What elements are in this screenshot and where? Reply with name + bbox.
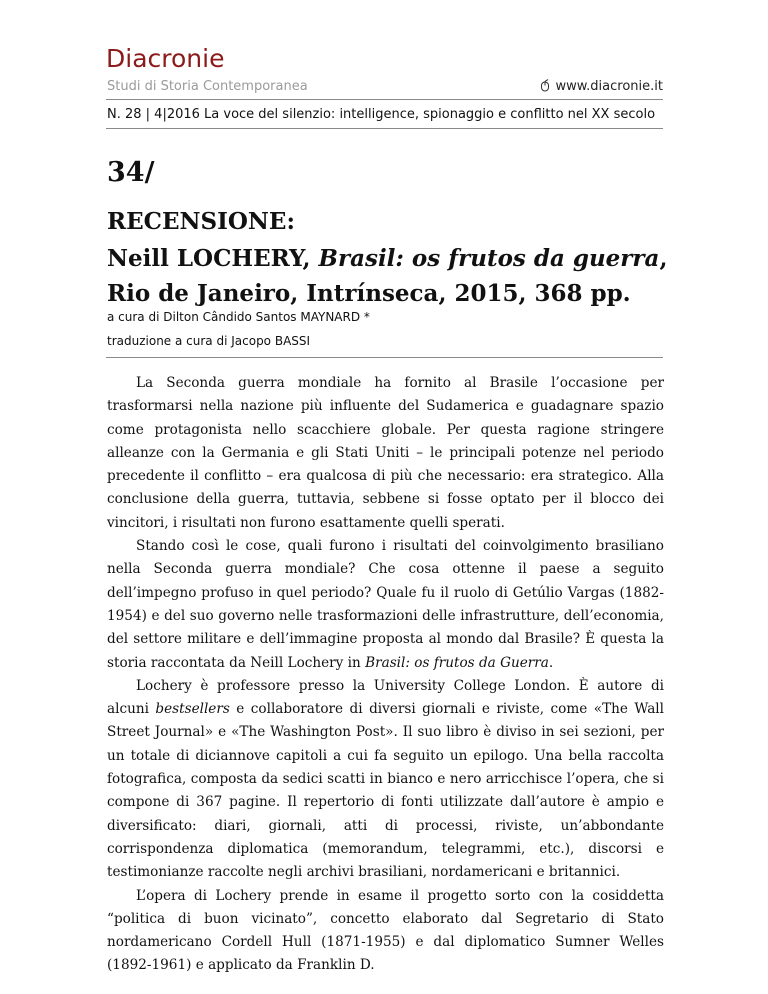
paragraph-2: [107, 535, 664, 675]
journal-subtitle: Studi di Storia Contemporanea: [107, 79, 308, 94]
website-url: www.diacronie.it: [555, 79, 663, 94]
header-divider: [106, 99, 663, 100]
translated-by: traduzione a cura di Jacopo BASSI: [107, 334, 311, 348]
title-comma: ,: [659, 245, 668, 272]
credits-divider: [106, 357, 663, 358]
paragraph-1: La Seconda guerra mondiale ha fornito al Brasile l’occasione per trasformarsi nella nazione più influente del Sudamerica e guadagnare spazio come protagonista nello scacchiere globale. Per questa ragione stringere alleanze con la Germania e gli Stati Uniti – le principali potenze nel periodo precedente il conflitto – era qualcosa di più che necessario: era strategico. Alla conclusione della guerra, tuttavia, sebbene si fosse optato per il blocco dei vincitori, i risultati non furono esattamente quelli sperati.: [107, 375, 664, 531]
website-link[interactable]: [539, 79, 663, 96]
paragraph-2-book-title: Brasil: os frutos da Guerra: [365, 654, 549, 671]
paragraph-2-end: .: [548, 654, 554, 671]
article-body: [107, 372, 664, 978]
paragraph-3-rest: e collaboratore di diversi giornali e riviste, come «The Wall Street Journal» e «The Washington Post». Il suo libro è diviso in sei sezioni, per un totale di diciannove capitoli a cui fa seguito un epilogo. Una bella raccolta fotografica, composta da sedici scatti in bianco e nero arricchisce l’opera, che si compone di 367 pagine. Il repertorio di fonti utilizzate dall’autore è ampio e diversificato: diari, giornali, atti di processi, riviste, un’abbondante corrispondenza diplomatica (memorandum, telegrammi, etc.), discorsi e testimonianze raccolte negli archivi brasiliani, nordamericani e britannici.: [107, 701, 664, 881]
paragraph-3-italic: bestsellers: [155, 701, 230, 718]
article-label: RECENSIONE:: [107, 208, 295, 235]
paragraph-3-start: Lochery è professore presso la University College London. È autore di alcuni: [107, 677, 664, 718]
paragraph-3: [107, 675, 664, 885]
article-number: 34/: [107, 157, 155, 188]
paragraph-4: L’opera di Lochery prende in esame il progetto sorto con la cosiddetta “politica di buon vicinato”, concetto elaborato dal Segretario di Stato nordamericano Cordell Hull (1871-1955) e dal diplomatico Sumner Welles (1892-1961) e applicato da Franklin D.: [107, 887, 664, 974]
paragraph-2-text: Stando così le cose, quali furono i risultati del coinvolgimento brasiliano nella Seconda guerra mondiale? Che cosa ottenne il paese a seguito dell’impegno profuso in quel periodo? Quale fu il ruolo di Getúlio Vargas (1882-1954) e del suo governo nelle trasformazioni delle infrastrutture, dell’economia, del settore militare e dell’immagine proposta al mondo dal Brasile? È questa la storia raccontata da Neill Lochery in: [107, 538, 664, 671]
book-title: Brasil: os frutos da guerra: [318, 245, 660, 272]
issue-divider: [106, 128, 663, 129]
book-publication: Rio de Janeiro, Intrínseca, 2015, 368 pp.: [107, 280, 631, 307]
article-title-line: [107, 245, 667, 272]
mouse-icon: [539, 79, 551, 96]
book-author: Neill LOCHERY,: [107, 245, 319, 272]
journal-title: Diacronie: [106, 44, 225, 73]
issue-line: N. 28 | 4|2016 La voce del silenzio: intelligence, spionaggio e conflitto nel XX secolo: [107, 107, 656, 122]
curated-by: a cura di Dilton Cândido Santos MAYNARD *: [107, 310, 370, 324]
